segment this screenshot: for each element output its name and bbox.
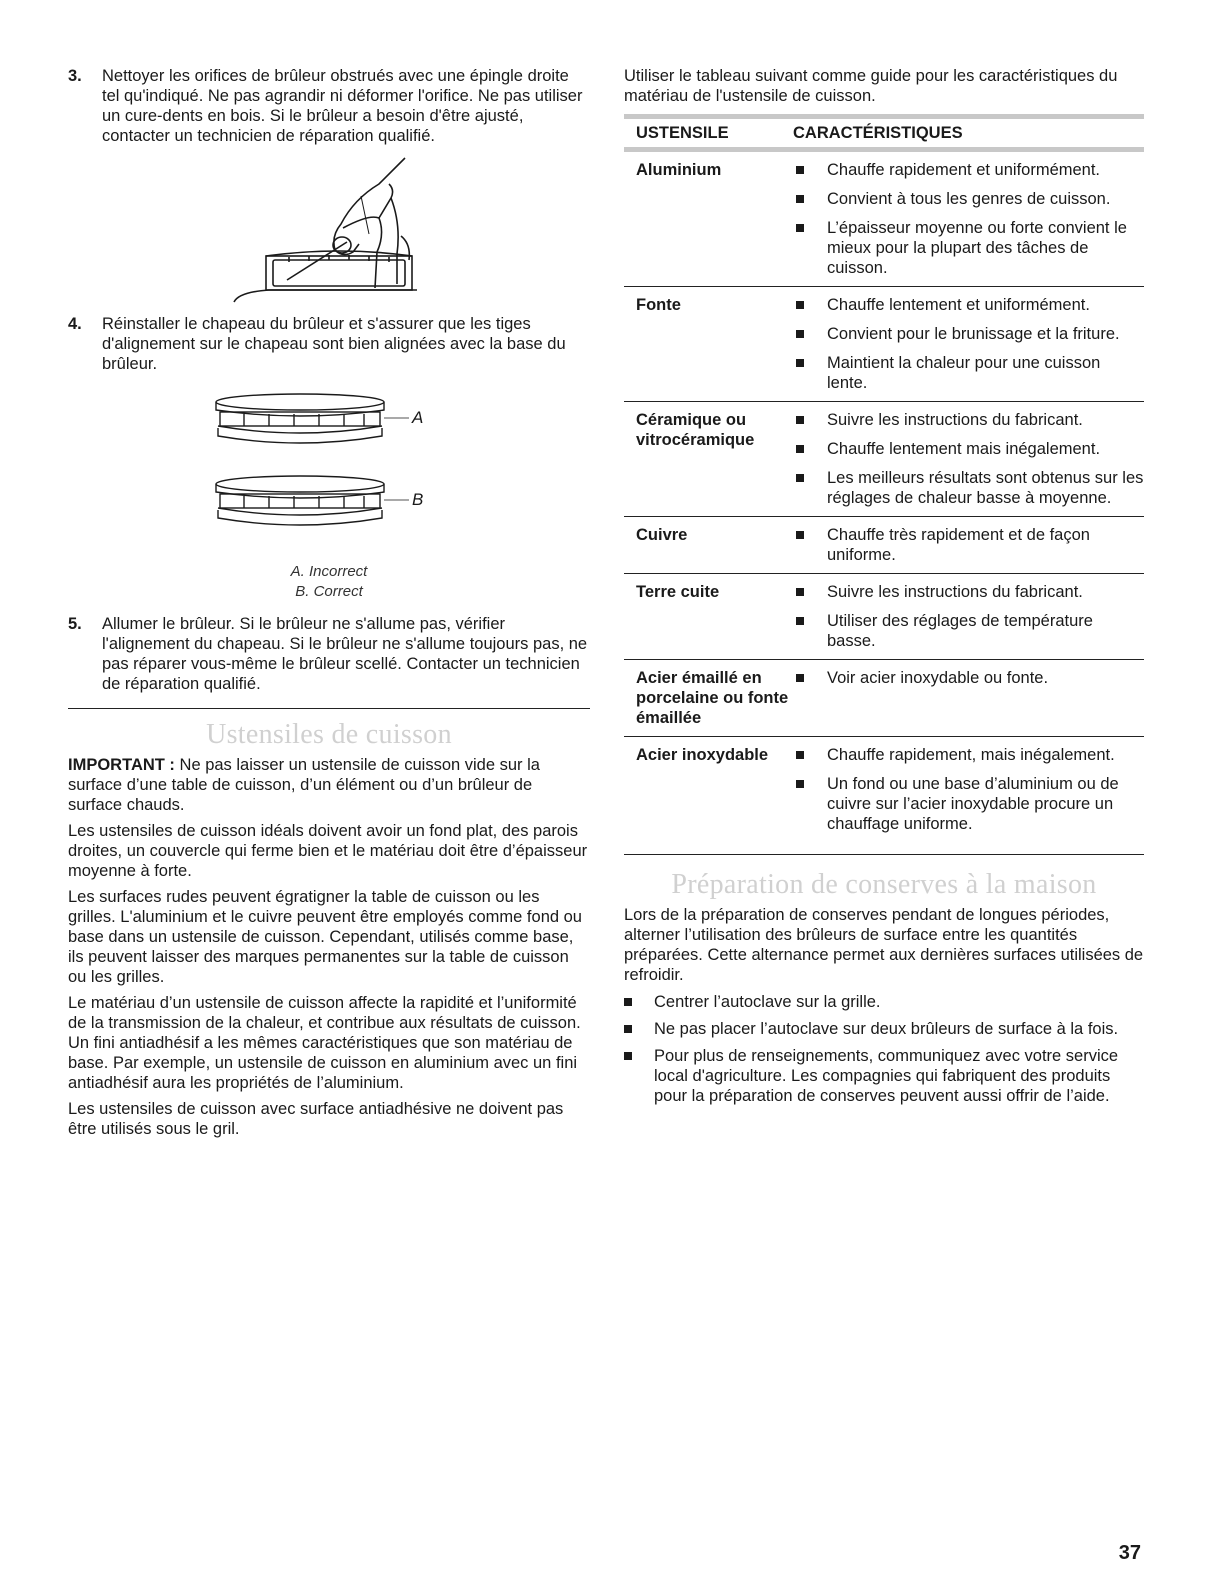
bullet-icon	[796, 474, 804, 482]
material-name: Fonte	[636, 296, 681, 314]
table-row	[624, 402, 1144, 517]
step-3	[68, 66, 590, 146]
paragraph: Les ustensiles de cuisson avec surface antiadhésive ne doivent pas être utilisés sous le gril.	[68, 1100, 564, 1138]
burner-cap-correct	[216, 476, 409, 525]
feature-item: Chauffe lentement mais inégalement.	[793, 439, 1144, 459]
list-item: Ne pas placer l’autoclave sur deux brûleurs de surface à la fois.	[624, 1019, 1144, 1039]
section-title-cookware: Ustensiles de cuisson	[206, 719, 452, 750]
paragraph: Les ustensiles de cuisson idéals doivent avoir un fond plat, des parois droites, un couvercle qui ferme bien et le matériau doit être d’épaisseur moyenne à forte.	[68, 822, 588, 880]
feature-item: Les meilleurs résultats sont obtenus sur les réglages de chaleur basse à moyenne.	[793, 468, 1144, 508]
feature-item: Chauffe rapidement, mais inégalement.	[793, 745, 1144, 765]
burner-cap-alignment-illustration	[214, 392, 444, 562]
burner-cap-incorrect	[216, 394, 409, 443]
list-item: Centrer l’autoclave sur la grille.	[624, 992, 1144, 1012]
feature-item: Suivre les instructions du fabricant.	[793, 410, 1144, 430]
caption-a: A. Incorrect	[290, 563, 368, 580]
page-number: 37	[1118, 1542, 1141, 1564]
feature-item: Utiliser des réglages de température basse.	[793, 611, 1144, 651]
important-paragraph	[68, 755, 590, 815]
bullet-icon	[796, 330, 804, 338]
left-column	[68, 66, 590, 1145]
step-4	[68, 314, 590, 374]
important-label: IMPORTANT :	[68, 756, 175, 774]
table-header	[624, 114, 1144, 152]
table-row	[624, 287, 1144, 402]
section-title-canning: Préparation de conserves à la maison	[671, 869, 1097, 900]
table-row	[624, 660, 1144, 737]
bullet-icon	[624, 998, 632, 1006]
feature-item: Chauffe très rapidement et de façon uniforme.	[793, 525, 1144, 565]
feature-item: Chauffe lentement et uniformément.	[793, 295, 1144, 315]
paragraph: Les surfaces rudes peuvent égratigner la table de cuisson ou les grilles. L'aluminium et le cuivre peuvent être employés comme fond ou base dans un ustensile de cuisson. Cependant, utilisés comme base, ils peuvent laisser des marques permanentes sur la table de cuisson ou les grilles.	[68, 888, 582, 986]
bullet-icon	[796, 617, 804, 625]
table-row	[624, 737, 1144, 855]
step-text: Allumer le brûleur. Si le brûleur ne s'allume pas, vérifier l'alignement du chapeau. Si le brûleur ne s'allume toujours pas, ne pas réparer vous-même le brûleur scellé. Contacter un technicien de réparation qualifié.	[102, 615, 588, 693]
bullet-icon	[796, 674, 804, 682]
feature-item: L’épaisseur moyenne ou forte convient le mieux pour la plupart des tâches de cuisson.	[793, 218, 1144, 278]
header-cookware: USTENSILE	[636, 124, 729, 142]
right-column	[624, 66, 1144, 1106]
feature-item: Maintient la chaleur pour une cuisson lente.	[793, 353, 1144, 393]
material-name: Aluminium	[636, 161, 722, 179]
bullet-icon	[796, 195, 804, 203]
bullet-icon	[796, 224, 804, 232]
feature-item: Un fond ou une base d’aluminium ou de cuivre sur l’acier inoxydable procure un chauffage uniforme.	[793, 774, 1144, 834]
material-name: Acier émaillé en porcelaine ou fonte émaillée	[636, 669, 789, 727]
cookware-table	[624, 114, 1144, 855]
table-row	[624, 152, 1144, 287]
table-intro: Utiliser le tableau suivant comme guide pour les caractéristiques du matériau de l'ustensile de cuisson.	[624, 67, 1118, 105]
header-characteristics: CARACTÉRISTIQUES	[793, 124, 963, 142]
paragraph: Le matériau d’un ustensile de cuisson affecte la rapidité et l’uniformité de la transmission de la chaleur, et contribue aux résultats de cuisson. Un fini antiadhésif a les mêmes caractéristiques que son matériau de base. Par exemple, un ustensile de cuisson en aluminium avec un fini antiadhésif aura les propriétés de l’aluminium.	[68, 994, 581, 1092]
step-number: 4.	[68, 315, 82, 333]
step-number: 5.	[68, 615, 82, 633]
feature-item: Voir acier inoxydable ou fonte.	[793, 668, 1144, 688]
feature-item: Convient pour le brunissage et la friture.	[793, 324, 1144, 344]
step-5	[68, 614, 590, 694]
feature-item: Suivre les instructions du fabricant.	[793, 582, 1144, 602]
canning-list	[624, 992, 1144, 1106]
bullet-icon	[796, 751, 804, 759]
material-name: Cuivre	[636, 526, 688, 544]
canning-intro: Lors de la préparation de conserves pendant de longues périodes, alterner l’utilisation des brûleurs de surface entre les quantités préparées. Cette alternance permet aux dernières surfaces utilisées de refroidir.	[624, 906, 1144, 984]
important-text: Ne pas laisser un ustensile de cuisson vide sur la surface d’une table de cuisson, d’un élément ou d’un brûleur de surface chauds.	[68, 756, 540, 814]
figure-captions	[68, 562, 590, 602]
step-number: 3.	[68, 67, 82, 85]
table-row	[624, 574, 1144, 660]
bullet-icon	[796, 445, 804, 453]
list-item: Pour plus de renseignements, communiquez avec votre service local d'agriculture. Les compagnies qui fabriquent des produits pour la préparation de conserves peuvent aussi offrir de l’aide.	[624, 1046, 1144, 1106]
feature-item: Convient à tous les genres de cuisson.	[793, 189, 1144, 209]
material-name: Acier inoxydable	[636, 746, 769, 764]
step-text: Réinstaller le chapeau du brûleur et s'assurer que les tiges d'alignement sur le chapeau sont bien alignées avec la base du brûleur.	[102, 315, 566, 373]
bullet-icon	[796, 166, 804, 174]
bullet-icon	[796, 301, 804, 309]
bullet-icon	[796, 359, 804, 367]
bullet-icon	[796, 780, 804, 788]
burner-cleaning-illustration	[229, 154, 429, 304]
feature-item: Chauffe rapidement et uniformément.	[793, 160, 1144, 180]
bullet-icon	[624, 1052, 632, 1060]
section-divider	[68, 708, 590, 709]
material-name: Céramique ou vitrocéramique	[636, 411, 755, 449]
bullet-icon	[796, 531, 804, 539]
bullet-icon	[796, 416, 804, 424]
label-a: A	[412, 408, 424, 427]
bullet-icon	[624, 1025, 632, 1033]
step-text: Nettoyer les orifices de brûleur obstrués avec une épingle droite tel qu'indiqué. Ne pas agrandir ni déformer l'orifice. Ne pas utiliser un cure-dents en bois. Si le brûleur a besoin d'être ajusté, contacter un technicien de réparation qualifié.	[102, 67, 583, 145]
material-name: Terre cuite	[636, 583, 720, 601]
label-b: B	[412, 490, 424, 509]
table-row	[624, 517, 1144, 574]
caption-b: B. Correct	[295, 583, 363, 600]
bullet-icon	[796, 588, 804, 596]
